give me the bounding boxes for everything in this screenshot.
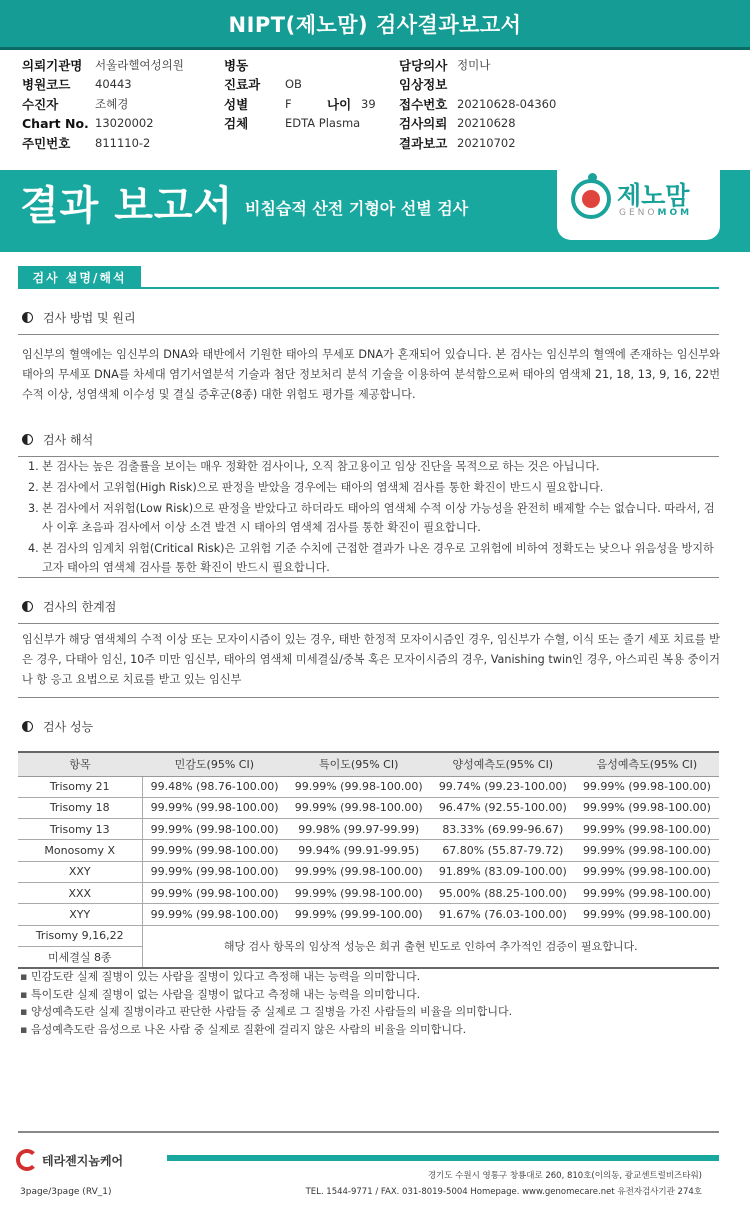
table-cell: 91.89% (83.09-100.00) bbox=[431, 861, 575, 882]
limits-text: 임신부가 해당 염색체의 수적 이상 또는 모자이시즘이 있는 경우, 태반 한정적 모자이시즘인 경우, 임신부가 수혈, 이식 또는 줄기 세포 치료를 받은 경우, 다태아 임신, 10주 미만 임신부, 태아의 염색체 미세결실/중복 혹은 모자이시즘의 경우, Vanishing twin인 경우, 아스피린 복용 중이거나 항 응고 요법으로 치료를 받고 있는 임신부 bbox=[22, 633, 720, 686]
age-value: 39 bbox=[361, 96, 376, 111]
page-number: 3page/3page (RV_1) bbox=[20, 1187, 112, 1197]
interpretation-heading: 검사 해석 bbox=[22, 431, 93, 448]
info-row bbox=[399, 55, 556, 75]
table-note: 해당 검사 항목의 임상적 성능은 희귀 출현 빈도로 인하여 추가적인 검증이 필요합니다. bbox=[142, 925, 719, 968]
info-label: 임상정보 bbox=[399, 77, 448, 93]
table-cell: 99.99% (99.98-100.00) bbox=[575, 797, 719, 818]
info-row bbox=[224, 55, 360, 75]
table-row bbox=[18, 861, 719, 882]
divider bbox=[18, 577, 719, 578]
info-label: 접수번호 bbox=[399, 96, 448, 112]
table-cell: Trisomy 18 bbox=[18, 797, 142, 818]
info-label: 의뢰기관명 bbox=[22, 57, 83, 73]
table-cell: 99.99% (99.98-100.00) bbox=[575, 882, 719, 903]
genomom-logo-icon bbox=[571, 179, 611, 219]
table-cell: 99.99% (99.98-100.00) bbox=[575, 840, 719, 861]
method-heading: 검사 방법 및 원리 bbox=[22, 309, 136, 326]
note-item: ▪ 음성예측도란 음성으로 나온 사람 중 실제로 질환에 걸리지 않은 사람의 비율을 의미합니다. bbox=[20, 1021, 512, 1039]
address-line: 경기도 수원시 영통구 창룡대로 260, 810호(이의동, 광교센트럴비즈타워) bbox=[427, 1171, 702, 1181]
table-cell: 99.99% (99.98-100.00) bbox=[575, 904, 719, 925]
info-label: 결과보고 bbox=[399, 135, 448, 151]
table-row bbox=[18, 840, 719, 861]
info-value: EDTA Plasma bbox=[285, 116, 361, 131]
table-cell: Trisomy 21 bbox=[18, 776, 142, 797]
table-cell: 95.00% (88.25-100.00) bbox=[431, 882, 575, 903]
banner-title: 결과 보고서 bbox=[20, 183, 234, 229]
divider bbox=[18, 697, 719, 698]
table-cell: 99.99% (99.98-100.00) bbox=[142, 840, 287, 861]
column-header: 항목 bbox=[18, 752, 142, 776]
divider bbox=[18, 623, 719, 624]
genomom-logo bbox=[557, 170, 720, 240]
report-header bbox=[0, 0, 750, 50]
info-label: 검체 bbox=[224, 116, 249, 132]
info-row bbox=[22, 114, 184, 134]
age-label: 나이 bbox=[327, 96, 352, 112]
half-circle-icon bbox=[22, 721, 33, 732]
info-row bbox=[399, 133, 556, 153]
table-cell: 99.99% (99.98-100.00) bbox=[142, 904, 287, 925]
table-cell: 99.99% (99.98-100.00) bbox=[287, 861, 431, 882]
performance-heading: 검사 성능 bbox=[22, 718, 93, 735]
table-cell: Trisomy 9,16,22 bbox=[18, 925, 142, 946]
footer-accent-bar bbox=[167, 1155, 719, 1161]
table-header-row bbox=[18, 752, 719, 776]
table-cell: 99.99% (99.98-100.00) bbox=[575, 819, 719, 840]
info-value: 20210628 bbox=[457, 116, 516, 131]
table-cell: XXX bbox=[18, 882, 142, 903]
table-cell: 99.99% (99.98-100.00) bbox=[287, 882, 431, 903]
footer-divider bbox=[18, 1131, 719, 1133]
info-value: 13020002 bbox=[95, 116, 154, 131]
logo-text: 제노맘 bbox=[617, 181, 690, 210]
table-cell: Monosomy X bbox=[18, 840, 142, 861]
interpretation-list bbox=[28, 457, 718, 579]
table-cell: 99.99% (99.98-100.00) bbox=[142, 861, 287, 882]
company-name: 테라젠지놈케어 bbox=[42, 1153, 124, 1168]
table-cell: 99.99% (99.98-100.00) bbox=[142, 882, 287, 903]
info-value: F bbox=[285, 96, 292, 111]
column-header: 특이도(95% CI) bbox=[287, 752, 431, 776]
info-label: Chart No. bbox=[22, 115, 89, 131]
table-cell: 83.33% (69.99-96.67) bbox=[431, 819, 575, 840]
table-row bbox=[18, 819, 719, 840]
info-value: 40443 bbox=[95, 77, 132, 92]
info-label: 성별 bbox=[224, 96, 249, 112]
table-row bbox=[18, 776, 719, 797]
column-header: 민감도(95% CI) bbox=[142, 752, 287, 776]
table-cell: 91.67% (76.03-100.00) bbox=[431, 904, 575, 925]
company-logo-icon bbox=[16, 1149, 38, 1171]
logo-english: GENOMOM bbox=[619, 208, 693, 218]
section-tab: 검사 설명/해석 bbox=[18, 266, 141, 288]
info-row bbox=[399, 94, 556, 114]
info-label: 주민번호 bbox=[22, 135, 71, 151]
report-title: NIPT(제노맘) 검사결과보고서 bbox=[228, 12, 522, 37]
banner-subtitle: 비침습적 산전 기형아 선별 검사 bbox=[245, 199, 469, 218]
info-value: 20210628-04360 bbox=[457, 96, 557, 111]
note-item: ▪ 양성예측도란 실제 질병이라고 판단한 사람들 중 실제로 그 질병을 가진 사람들의 비율을 의미합니다. bbox=[20, 1003, 512, 1021]
column-header: 음성예측도(95% CI) bbox=[575, 752, 719, 776]
info-value: 조혜경 bbox=[95, 96, 129, 111]
performance-table bbox=[18, 751, 719, 969]
table-row bbox=[18, 797, 719, 818]
half-circle-icon bbox=[22, 312, 33, 323]
table-cell: 99.99% (99.98-100.00) bbox=[142, 819, 287, 840]
info-value: 서울라헬여성의원 bbox=[95, 57, 184, 72]
company-logo bbox=[16, 1149, 123, 1171]
info-row bbox=[22, 75, 184, 95]
table-cell: 99.48% (98.76-100.00) bbox=[142, 776, 287, 797]
info-row bbox=[224, 75, 360, 95]
column-header: 양성예측도(95% CI) bbox=[431, 752, 575, 776]
table-cell: 99.99% (99.98-100.00) bbox=[575, 861, 719, 882]
table-cell: 96.47% (92.55-100.00) bbox=[431, 797, 575, 818]
table-cell: 99.99% (99.99-100.00) bbox=[287, 904, 431, 925]
note-item: ▪ 특이도란 실제 질병이 없는 사람을 질병이 없다고 측정해 내는 능력을 의미합니다. bbox=[20, 986, 512, 1004]
table-cell: 99.99% (99.98-100.00) bbox=[142, 797, 287, 818]
table-cell: 99.74% (99.23-100.00) bbox=[431, 776, 575, 797]
divider bbox=[18, 334, 719, 335]
table-row bbox=[18, 882, 719, 903]
contact-line: TEL. 1544-9771 / FAX. 031-8019-5004 Homepage. www.genomecare.net 유전자검사기관 274호 bbox=[305, 1187, 702, 1197]
list-item: 1. 본 검사는 높은 검출률을 보이는 매우 정확한 검사이나, 오직 참고용이고 임상 진단을 목적으로 하는 것은 아닙니다. bbox=[28, 460, 600, 473]
info-row bbox=[22, 94, 184, 114]
table-cell: Trisomy 13 bbox=[18, 819, 142, 840]
info-label: 병원코드 bbox=[22, 77, 71, 93]
half-circle-icon bbox=[22, 434, 33, 445]
table-cell: XXY bbox=[18, 861, 142, 882]
table-row bbox=[18, 925, 719, 946]
info-column-3 bbox=[399, 55, 556, 153]
result-banner bbox=[0, 170, 750, 252]
info-value: 811110-2 bbox=[95, 135, 151, 150]
table-cell: 99.94% (99.91-99.95) bbox=[287, 840, 431, 861]
table-cell: 67.80% (55.87-79.72) bbox=[431, 840, 575, 861]
info-label: 담당의사 bbox=[399, 57, 448, 73]
info-value: 정미나 bbox=[457, 57, 491, 72]
table-cell: 99.99% (99.98-100.00) bbox=[575, 776, 719, 797]
table-cell: 99.99% (99.98-100.00) bbox=[287, 797, 431, 818]
age-field bbox=[327, 94, 376, 114]
table-row bbox=[18, 904, 719, 925]
list-item: 3. 본 검사에서 저위험(Low Risk)으로 판정을 받았다고 하더라도 태아의 염색체 수적 이상 가능성을 완전히 배제할 수는 없습니다. 따라서, 검사 이후 초음파 검사에서 이상 소견 발견 시 태아의 염색체 검사를 통한 확진이 필요합니다. bbox=[28, 502, 715, 534]
limits-heading: 검사의 한계점 bbox=[22, 598, 116, 615]
info-value: OB bbox=[285, 77, 302, 92]
list-item: 4. 본 검사의 임계치 위험(Critical Risk)은 고위험 기준 수치에 근접한 결과가 나온 경우로 고위험에 비하여 정확도는 낮으나 위음성을 방지하고자 태아의 염색체 검사를 통한 확진이 반드시 필요합니다. bbox=[28, 542, 714, 574]
info-row bbox=[22, 55, 184, 75]
info-row bbox=[399, 75, 556, 95]
info-row bbox=[224, 114, 360, 134]
list-item: 2. 본 검사에서 고위험(High Risk)으로 판정을 받았을 경우에는 태아의 염색체 검사를 통한 확진이 반드시 필요합니다. bbox=[28, 481, 604, 494]
table-cell: 미세결실 8종 bbox=[18, 946, 142, 967]
method-text: 임신부의 혈액에는 임신부의 DNA와 태반에서 기원한 태아의 무세포 DNA가 혼재되어 있습니다. 본 검사는 임신부의 혈액에 존재하는 임신부와 태아의 무세포 DNA를 차세대 염기서열분석 기술과 첨단 정보처리 분석 기술을 이용하여 분석함으로써 태아의 염색체 21, 18, 13, 9, 16, 22번 수적 이상, 성염색체 이수성 및 결실 증후군(8종) 대한 위험도 평가를 제공합니다. bbox=[22, 348, 720, 401]
table-cell: 99.98% (99.97-99.99) bbox=[287, 819, 431, 840]
info-label: 진료과 bbox=[224, 77, 261, 93]
info-label: 병동 bbox=[224, 57, 249, 73]
info-row bbox=[22, 133, 184, 153]
footer-address bbox=[306, 1168, 702, 1200]
info-row bbox=[399, 114, 556, 134]
note-item: ▪ 민감도란 실제 질병이 있는 사람을 질병이 있다고 측정해 내는 능력을 의미합니다. bbox=[20, 968, 512, 986]
info-column-1 bbox=[22, 55, 184, 153]
info-label: 수진자 bbox=[22, 96, 59, 112]
table-cell: XYY bbox=[18, 904, 142, 925]
half-circle-icon bbox=[22, 601, 33, 612]
section-divider bbox=[18, 287, 719, 289]
table-cell: 99.99% (99.98-100.00) bbox=[287, 776, 431, 797]
info-label: 검사의뢰 bbox=[399, 116, 448, 132]
definition-notes bbox=[20, 968, 512, 1038]
info-value: 20210702 bbox=[457, 135, 516, 150]
